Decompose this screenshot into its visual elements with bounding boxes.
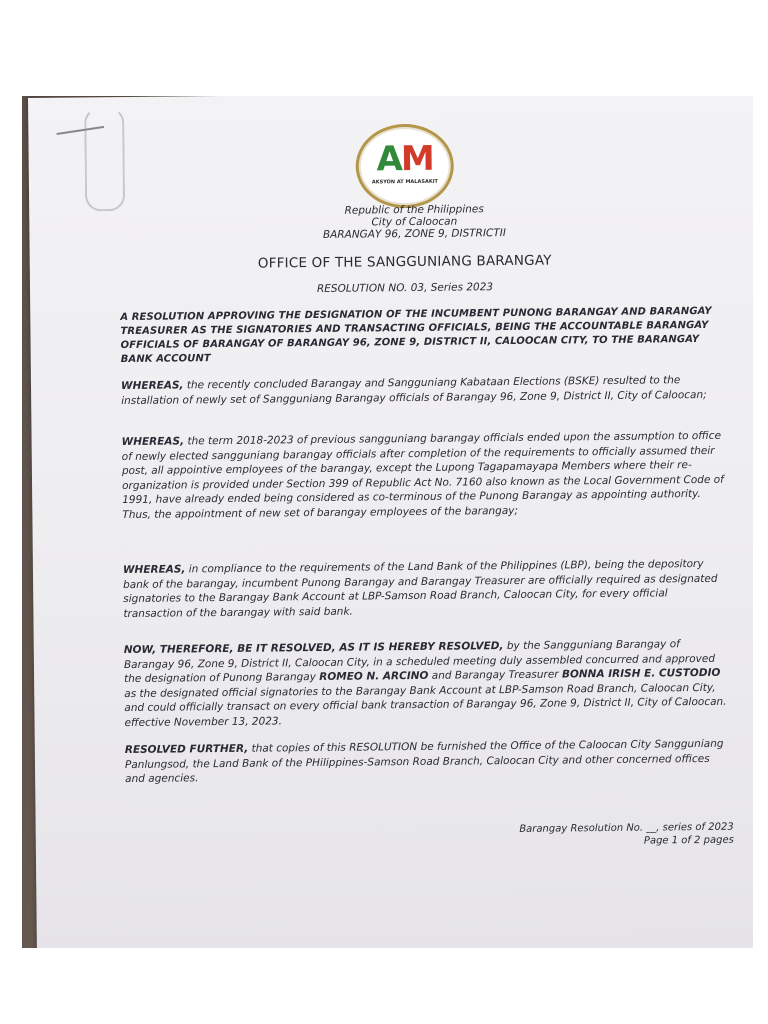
whereas-text: the recently concluded Barangay and Sangguniang Kabataan Elections (BSKE) resulted to the installation of newly set of Sangguniang Barangay officials of Barangay 96, Zone 9, District II, City of Caloocan; (121, 374, 707, 407)
resolved-further-paragraph (125, 737, 730, 787)
resolution-title: A RESOLUTION APPROVING THE DESIGNATION OF THE INCUMBENT PUNONG BARANGAY AND BARANGAY TREASURER AS THE SIGNATORIES AND TRANSACTING OFFICIALS, BEING THE ACCOUNTABLE BARANGAY OFFICIALS OF BARANGAY OF BARANGAY 96, ZONE 9, DISTRICT II, CALOOCAN CITY, TO THE BARANGAY BANK ACCOUNT (120, 305, 712, 366)
whereas-paragraph-1 (121, 373, 726, 408)
page-footer (466, 821, 734, 850)
header-barangay: BARANGAY 96, ZONE 9, DISTRICTII (322, 227, 507, 241)
whereas-lead: WHEREAS, (122, 563, 186, 577)
logo-letters: AM (376, 138, 433, 180)
whereas-text: the term 2018-2023 of previous sangguniang barangay officials ended upon the assumption to office of newly elected sangguniang barangay officials after completion of the requirements to officially assumed their post, all appointive employees of the barangay, except the Lupong Tagapamayapa Members where their re-organization is provided under Section 399 of Republic Act No. 7160 also known as the Local Government Code of 1991, have already ended being considered as co-terminous of the Punong Barangay as appointing authority. Thus, the appointment of new set of barangay employees of the barangay; (121, 429, 724, 521)
paper-clip-icon (84, 107, 125, 211)
resolved-text: as the designated official signatories to the Barangay Bank Account at LBP-Samson Road Branch, Caloocan City, and could officially transact on every official bank transaction of Barangay 96, Zone 9, District II, City of Caloocan. effective November 13, 2023. (124, 681, 727, 729)
resolved-text: and Barangay Treasurer (431, 668, 559, 682)
document-photo (22, 96, 753, 948)
resolved-lead: NOW, THEREFORE, BE IT RESOLVED, AS IT IS HEREBY RESOLVED, (123, 640, 504, 657)
header-republic: Republic of the Philippines (344, 203, 484, 217)
header-city: City of Caloocan (371, 215, 458, 229)
whereas-paragraph-2 (122, 429, 728, 522)
resolved-paragraph (124, 637, 730, 730)
footer-resolution-ref: Barangay Resolution No. __, series of 2023 (519, 821, 734, 835)
whereas-lead: WHEREAS, (120, 379, 184, 393)
resolution-number: RESOLUTION NO. 03, Series 2023 (316, 281, 494, 295)
whereas-text: in compliance to the requirements of the Land Bank of the Philippines (LBP), being the depository bank of the barangay, incumbent Punong Barangay and Barangay Treasurer are officially required as designated signatories to the Barangay Bank Account at LBP-Samson Road Branch, Caloocan City, for every official transaction of the barangay with said bank. (123, 557, 718, 620)
resolved-further-text: that copies of this RESOLUTION be furnished the Office of the Caloocan City Sangguniang Panlungsod, the Land Bank of the PHilippines-Samson Road Branch, Caloocan City and other concerned offices and agencies. (124, 737, 724, 786)
whereas-paragraph-3 (123, 557, 729, 621)
treasurer-name: BONNA IRISH E. CUSTODIO (561, 666, 721, 681)
office-title: OFFICE OF THE SANGGUNIANG BARANGAY (257, 252, 552, 272)
paper-sheet (28, 96, 753, 948)
resolved-text: by the Sangguniang Barangay of Barangay 96, Zone 9, District II, Caloocan City, in a scheduled meeting duly assembled concurred and approved the designation of Punong Barangay (123, 638, 716, 686)
punong-barangay-name: ROMEO N. ARCINO (319, 669, 429, 683)
logo-subtext: AKSYON AT MALASAKIT (371, 178, 438, 186)
whereas-lead: WHEREAS, (121, 435, 185, 449)
footer-page-count: Page 1 of 2 pages (643, 834, 734, 847)
party-logo (355, 124, 454, 209)
resolved-further-lead: RESOLVED FURTHER, (124, 742, 249, 757)
